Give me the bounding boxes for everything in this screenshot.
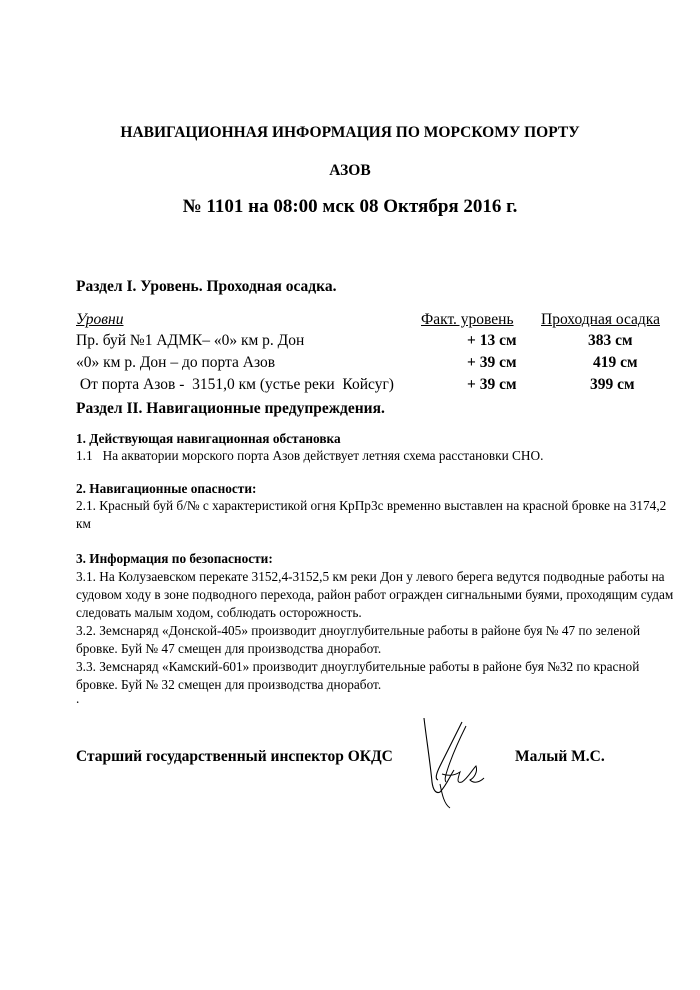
column-header-actual-level: Факт. уровень [421,311,514,328]
warning-2-1-text: 2.1. Красный буй б/№ с характеристикой огня КрПр3с временно выставлен на красной бровке на 3174,2 км [76,498,667,531]
warning-2-title: 2. Навигационные опасности: [76,481,257,496]
trailing-mark: . [76,691,80,706]
column-header-levels: Уровни [76,311,124,328]
signature-image [418,716,498,812]
warning-1-title: 1. Действующая навигационная обстановка [76,431,341,446]
inspector-name: Малый М.С. [515,748,605,765]
warning-3-2-text: 3.2. Земснаряд «Донской-405» производит дноуглубительные работы в районе буя № 47 по зеленой бровке. Буй № 47 смещен для производства дноработ. [76,623,641,656]
section-1-heading: Раздел I. Уровень. Проходная осадка. [76,278,337,295]
document-title: НАВИГАЦИОННАЯ ИНФОРМАЦИЯ ПО МОРСКОМУ ПОРТУ [120,124,580,141]
row-draft: 399 см [590,376,635,393]
warning-3-3-text: 3.3. Земснаряд «Камский-601» производит дноуглубительные работы в районе буя №32 по красной бровке. Буй № 32 смещен для производства дноработ. [76,659,640,692]
bulletin-number-date: № 1101 на 08:00 мск 08 Октября 2016 г. [182,196,518,217]
inspector-position: Старший государственный инспектор ОКДС [76,748,393,765]
port-name: АЗОВ [329,162,371,179]
row-actual-level: + 13 см [467,332,517,349]
column-header-draft: Проходная осадка [541,311,660,328]
row-draft: 419 см [593,354,638,371]
section-2-heading: Раздел II. Навигационные предупреждения. [76,400,385,417]
warning-3-1-text: 3.1. На Колузаевском перекате 3152,4-3152,5 км реки Дон у левого берега ведутся подводные работы на судовом ходу в зоне подводного перехода, район работ огражден сигнальными буями, проходящим судам следовать малым ходом, соблюдать осторожность. [76,569,674,620]
row-location: От порта Азов - 3151,0 км (устье реки Койсуг) [76,376,394,393]
row-location: «0» км р. Дон – до порта Азов [76,354,276,371]
warning-3-title: 3. Информация по безопасности: [76,551,273,566]
warning-1-1-text: 1.1 На акватории морского порта Азов действует летняя схема расстановки СНО. [76,448,544,463]
row-location: Пр. буй №1 АДМК– «0» км р. Дон [76,332,305,349]
row-draft: 383 см [588,332,633,349]
row-actual-level: + 39 см [467,376,517,393]
row-actual-level: + 39 см [467,354,517,371]
